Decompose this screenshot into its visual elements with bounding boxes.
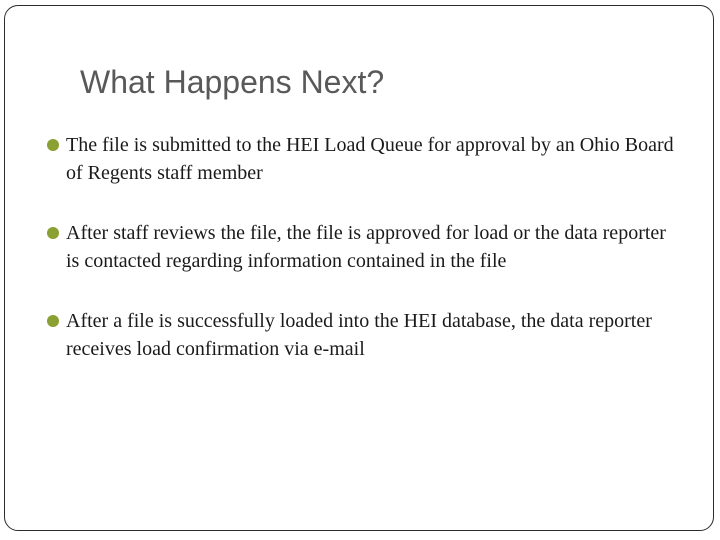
bullet-text: The file is submitted to the HEI Load Queue for approval by an Ohio Board of Regents staff member	[66, 134, 674, 184]
bullet-dot-icon	[47, 139, 59, 151]
bullet-item	[44, 131, 684, 187]
bullet-text: After a file is successfully loaded into the HEI database, the data reporter receives load confirmation via e-mail	[66, 310, 652, 360]
bullet-text: After staff reviews the file, the file is approved for load or the data reporter is contacted regarding information contained in the file	[66, 222, 666, 272]
slide-title: What Happens Next?	[80, 64, 385, 100]
bullet-dot-icon	[47, 227, 59, 239]
bullet-item	[44, 219, 684, 275]
bullet-item	[44, 307, 684, 363]
bullet-list	[44, 131, 684, 363]
bullet-dot-icon	[47, 315, 59, 327]
